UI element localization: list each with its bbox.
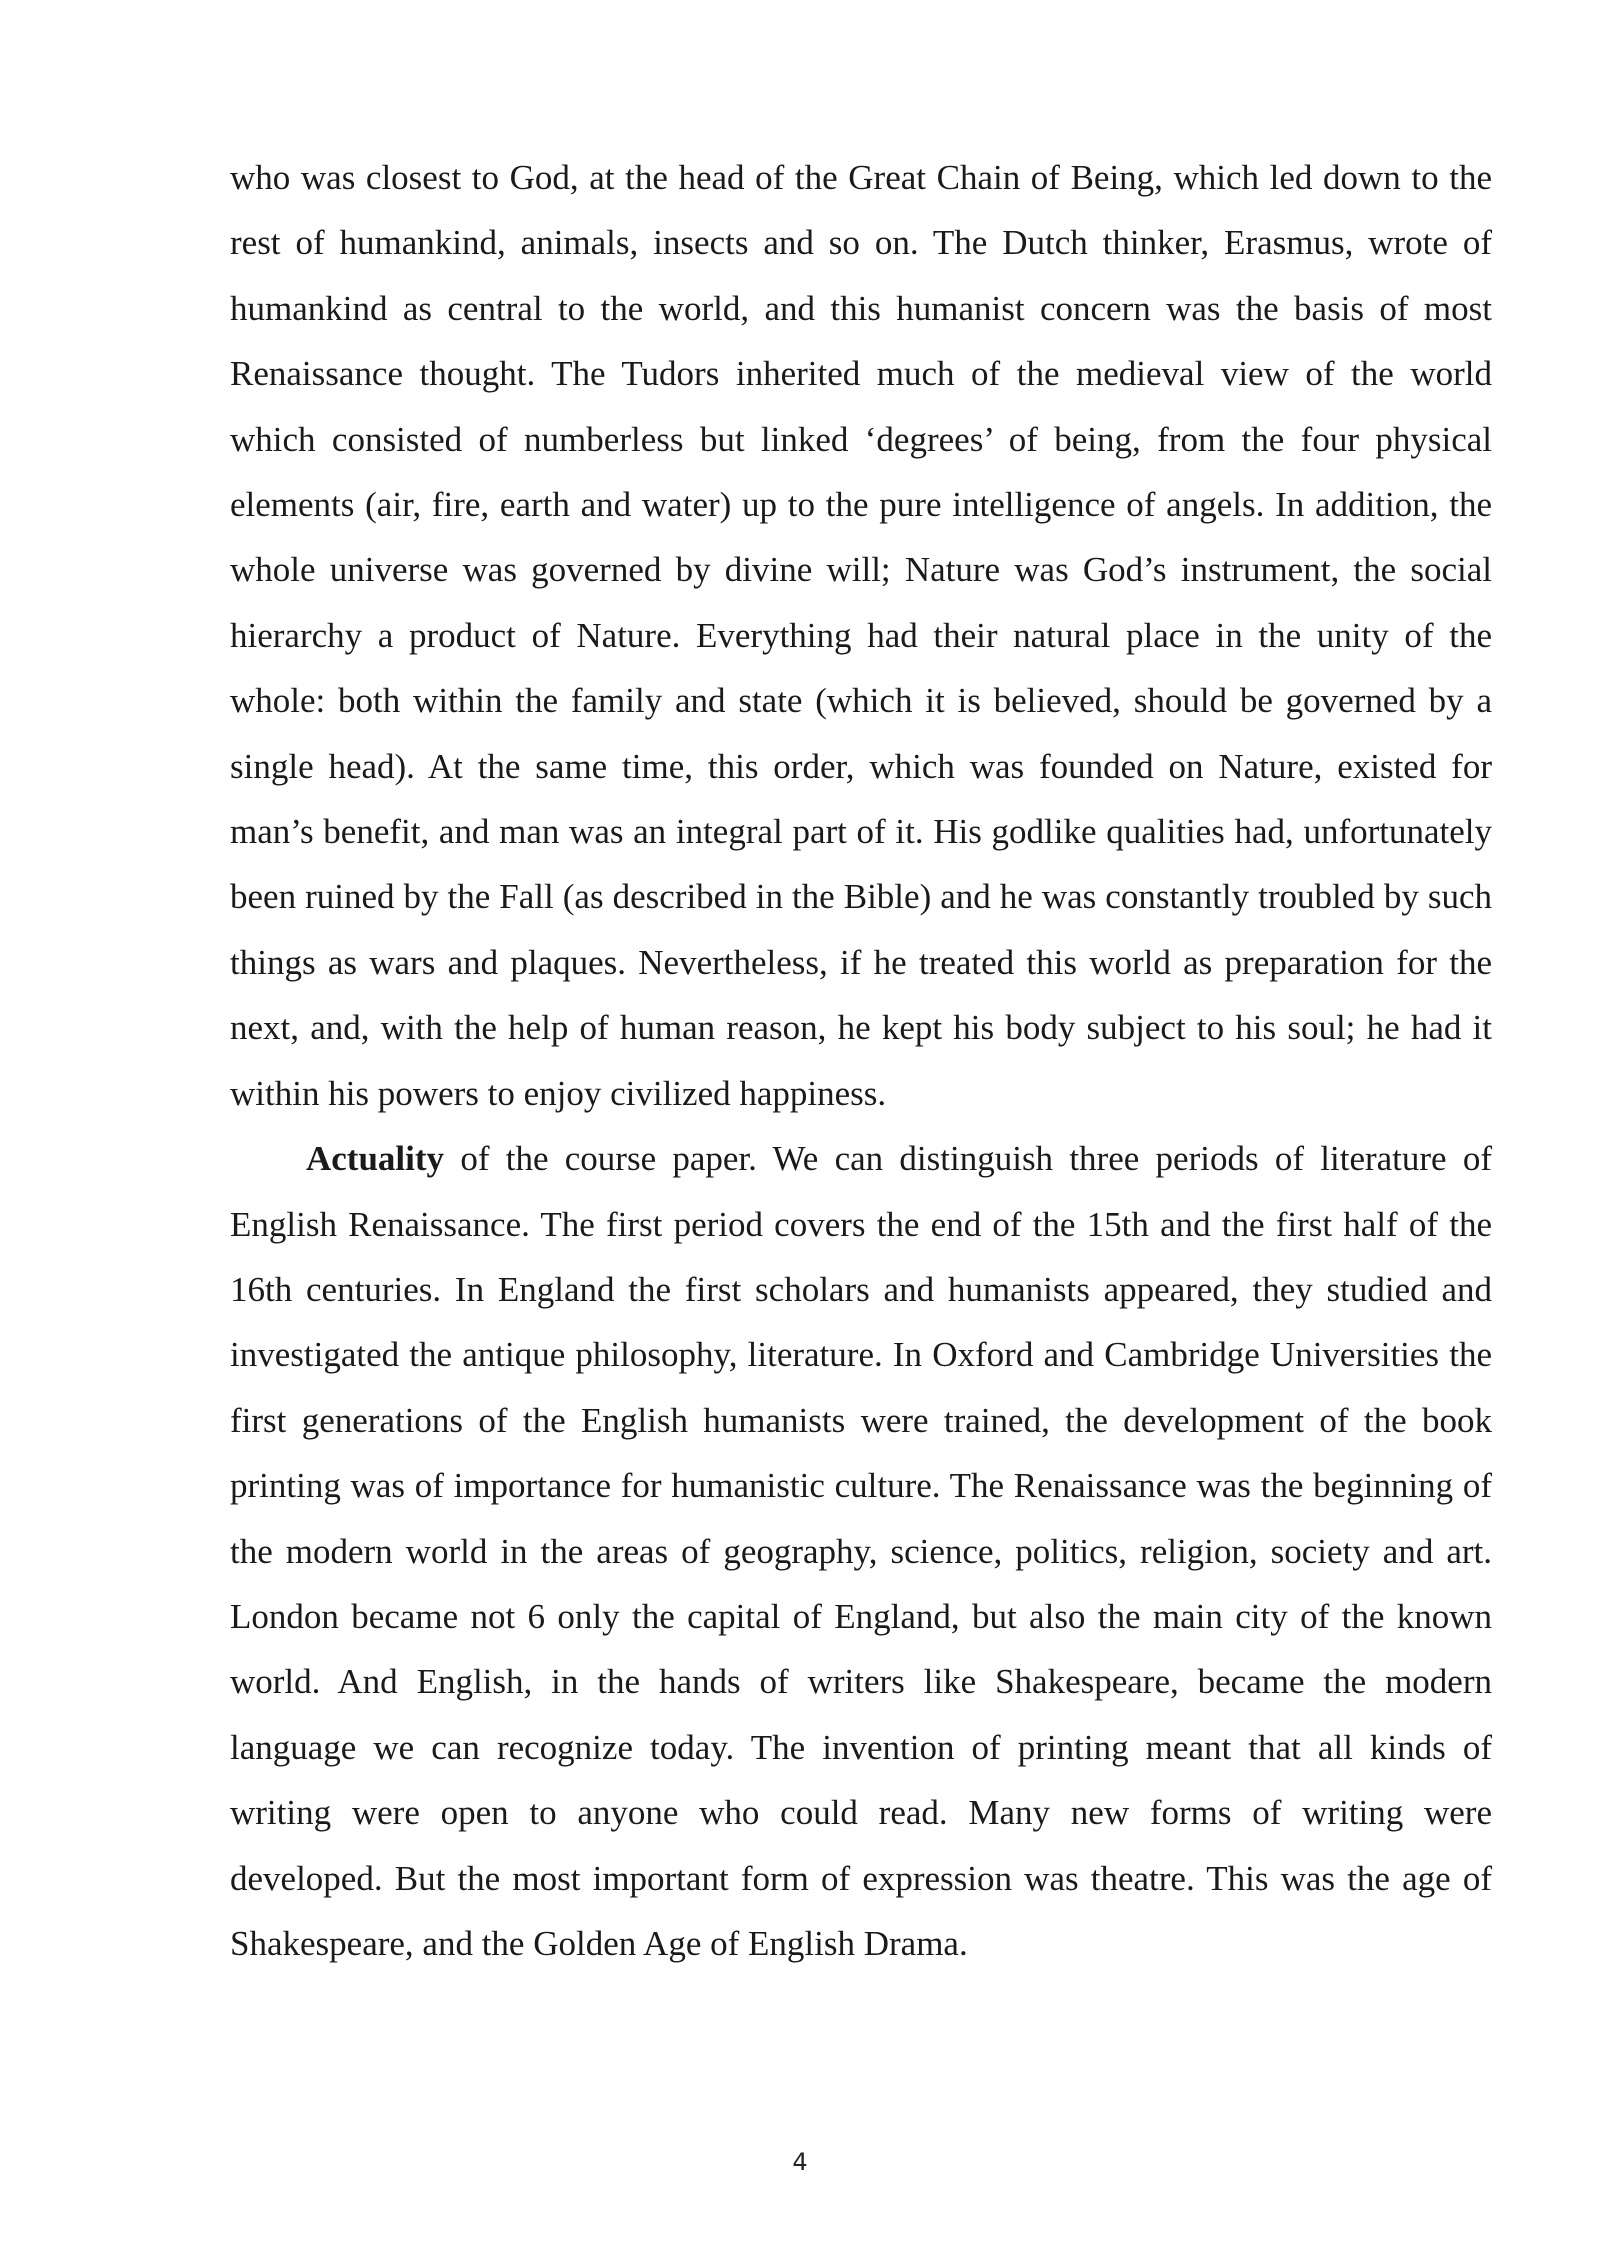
actuality-heading: Actuality <box>306 1139 445 1179</box>
body-text <box>230 145 1492 1976</box>
paragraph-1: who was closest to God, at the head of the Great Chain of Being, which led down to the rest of humankind, animals, insects and so on. The Dutch thinker, Erasmus, wrote of humankind as central to the world, and this humanist concern was the basis of most Renaissance thought. The Tudors inherited much of the medieval view of the world which consisted of numberless but linked ‘degrees’ of being, from the four physical elements (air, fire, earth and water) up to the pure intelligence of angels. In addition, the whole universe was governed by divine will; Nature was God’s instrument, the social hierarchy a product of Nature. Everything had their natural place in the unity of the whole: both within the family and state (which it is believed, should be governed by a single head). At the same time, this order, which was founded on Nature, existed for man’s benefit, and man was an integral part of it. His godlike qualities had, unfortunately been ruined by the Fall (as described in the Bible) and he was constantly troubled by such things as wars and plaques. Nevertheless, if he treated this world as preparation for the next, and, with the help of human reason, he kept his body subject to his soul; he had it within his powers to enjoy civilized happiness. <box>230 158 1492 1113</box>
paragraph-2-text: of the course paper. We can distinguish three periods of literature of English Renaissance. The first period covers the end of the 15th and the first half of the 16th centuries. In England the first scholars and humanists appeared, they studied and investigated the antique philosophy, literature. In Oxford and Cambridge Universities the first generations of the English humanists were trained, the development of the book printing was of importance for humanistic culture. The Renaissance was the beginning of the modern world in the areas of geography, science, politics, religion, society and art. London became not 6 only the capital of England, but also the main city of the known world. And English, in the hands of writers like Shakespeare, became the modern language we can recognize today. The invention of printing meant that all kinds of writing were open to anyone who could read. Many new forms of writing were developed. But the most important form of expression was theatre. This was the age of Shakespeare, and the Golden Age of English Drama. <box>230 1139 1492 1963</box>
paragraph-2 <box>230 1126 1492 1976</box>
page-number: 4 <box>792 2148 808 2176</box>
